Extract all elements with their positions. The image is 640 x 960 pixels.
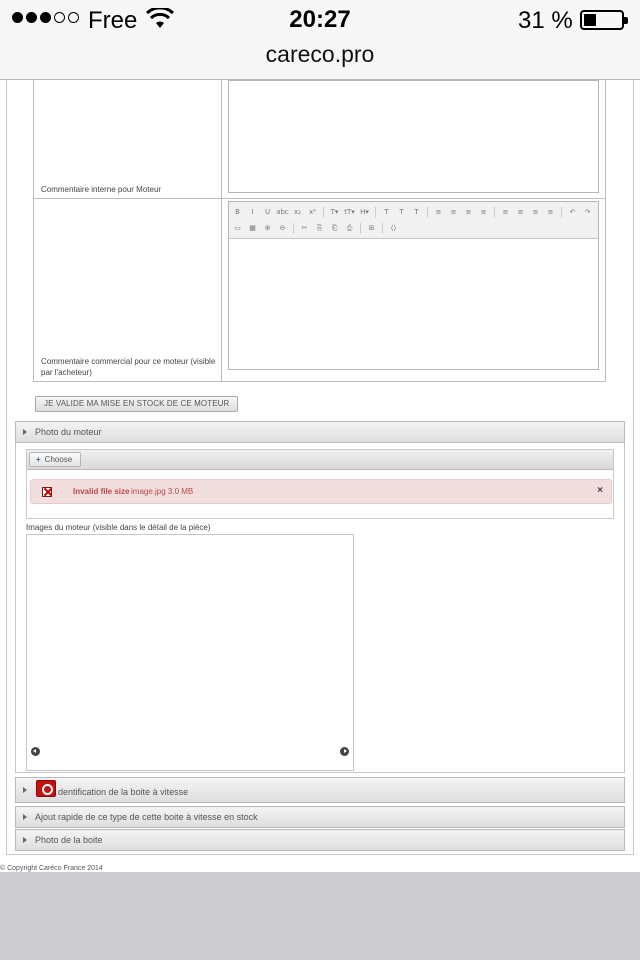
accordion-photo-boite[interactable] — [15, 829, 625, 851]
editor-toolbar-button[interactable]: ⎙ — [346, 223, 353, 232]
gallery-next-icon[interactable] — [340, 747, 349, 756]
editor-toolbar-button[interactable]: ▦ — [249, 223, 256, 232]
editor-toolbar-button[interactable]: I — [251, 207, 254, 216]
editor-toolbar-row — [231, 204, 596, 220]
commercial-comment-editor-area[interactable] — [229, 239, 598, 369]
toolbar-separator — [427, 207, 428, 218]
error-summary: Invalid file size — [73, 487, 130, 496]
internal-comment-row — [34, 80, 605, 198]
editor-toolbar-button[interactable]: ↷ — [584, 207, 591, 216]
battery-icon — [580, 10, 624, 30]
editor-toolbar-button[interactable]: ≡ — [502, 207, 509, 216]
file-uploader — [26, 449, 614, 519]
editor-toolbar-button[interactable]: ≡ — [532, 207, 539, 216]
editor-toolbar-button[interactable]: tT▾ — [344, 207, 355, 216]
editor-toolbar-button[interactable]: ⟨⟩ — [390, 223, 397, 232]
accordion-identification-boite[interactable] — [15, 777, 625, 803]
choose-file-button[interactable] — [29, 452, 81, 467]
toolbar-separator — [561, 207, 562, 218]
editor-toolbar-button[interactable]: T — [384, 207, 389, 216]
clock: 20:27 — [289, 6, 351, 33]
accordion-title: Photo de la boite — [35, 835, 103, 845]
accordion-title: Photo du moteur — [35, 427, 102, 437]
battery-percentage: 31 % — [518, 7, 573, 34]
editor-toolbar-button[interactable]: B — [235, 207, 240, 216]
editor-toolbar-button[interactable]: H▾ — [360, 207, 369, 216]
expand-triangle-icon — [23, 787, 27, 793]
editor-toolbar-row — [231, 220, 596, 236]
choose-label: Choose — [44, 455, 73, 464]
browser-background — [0, 872, 640, 960]
gearbox-icon — [36, 780, 56, 797]
address-bar[interactable] — [0, 40, 640, 80]
internal-comment-label: Commentaire interne pour Moteur — [41, 185, 162, 194]
editor-toolbar-button[interactable]: abc — [276, 207, 289, 216]
editor-toolbar-button[interactable]: ⊖ — [279, 223, 286, 232]
editor-toolbar-button[interactable]: T — [414, 207, 419, 216]
editor-toolbar — [229, 202, 598, 239]
carrier-name: Free — [88, 7, 138, 34]
uploader-toolbar — [27, 450, 613, 470]
rich-text-editor — [228, 201, 599, 370]
editor-toolbar-button[interactable]: T — [399, 207, 404, 216]
copyright-footer: © Copyright Caréco France 2014 — [0, 865, 103, 872]
expand-triangle-icon — [23, 429, 27, 435]
error-detail: image.jpg 3.0 MB — [131, 487, 194, 496]
toolbar-separator — [360, 223, 361, 234]
editor-toolbar-button[interactable]: ≡ — [435, 207, 442, 216]
editor-toolbar-button[interactable]: ≡ — [547, 207, 554, 216]
toolbar-separator — [323, 207, 324, 218]
editor-toolbar-button[interactable]: ≡ — [465, 207, 472, 216]
editor-toolbar-button[interactable]: ↶ — [569, 207, 576, 216]
photo-moteur-content — [15, 443, 625, 773]
editor-toolbar-button[interactable]: ≡ — [480, 207, 487, 216]
validate-stock-button[interactable]: JE VALIDE MA MISE EN STOCK DE CE MOTEUR — [35, 396, 238, 412]
status-bar — [0, 0, 640, 40]
editor-toolbar-button[interactable]: ≡ — [450, 207, 457, 216]
commercial-comment-row — [34, 198, 605, 381]
error-icon — [42, 487, 52, 497]
toolbar-separator — [293, 223, 294, 234]
editor-toolbar-button[interactable]: x² — [309, 207, 316, 216]
editor-toolbar-button[interactable]: ≡ — [517, 207, 524, 216]
accordion-quick-add-boite[interactable] — [15, 806, 625, 828]
error-message — [30, 479, 612, 504]
editor-toolbar-button[interactable]: ▭ — [234, 223, 241, 232]
editor-toolbar-button[interactable]: ⎘ — [316, 223, 323, 232]
expand-triangle-icon — [23, 814, 27, 820]
toolbar-separator — [375, 207, 376, 218]
comment-form-table — [33, 80, 606, 382]
images-label: Images du moteur (visible dans le détail de la pièce) — [26, 523, 211, 532]
close-icon[interactable]: × — [597, 485, 603, 496]
editor-toolbar-button[interactable]: ⊕ — [264, 223, 271, 232]
accordion-photo-moteur[interactable] — [15, 421, 625, 443]
accordion-title: Ajout rapide de ce type de cette boite à vitesse en stock — [35, 812, 258, 822]
editor-toolbar-button[interactable]: x₂ — [294, 207, 301, 216]
editor-toolbar-button[interactable]: U — [264, 207, 271, 216]
editor-toolbar-button[interactable]: ✂ — [301, 223, 308, 232]
web-page — [0, 80, 640, 872]
editor-toolbar-button[interactable]: ⊞ — [368, 223, 375, 232]
expand-triangle-icon — [23, 837, 27, 843]
gallery-prev-icon[interactable] — [31, 747, 40, 756]
toolbar-separator — [494, 207, 495, 218]
commercial-comment-label: Commentaire commercial pour ce moteur (visible par l'acheteur) — [41, 357, 216, 377]
toolbar-separator — [382, 223, 383, 234]
url-text: careco.pro — [265, 41, 375, 67]
plus-icon: + — [36, 455, 41, 464]
accordion-title: dentification de la boite à vitesse — [58, 787, 189, 797]
editor-toolbar-button[interactable]: ⎗ — [331, 223, 338, 232]
internal-comment-textarea[interactable] — [228, 80, 599, 193]
editor-toolbar-button[interactable]: T▾ — [330, 207, 339, 216]
image-gallery — [26, 534, 354, 771]
